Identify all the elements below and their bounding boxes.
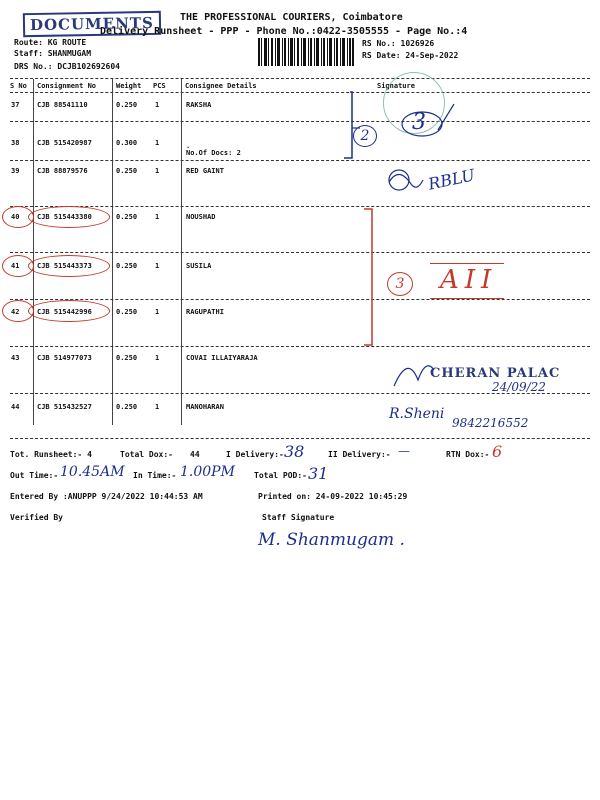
red-circle-mark: [28, 255, 110, 277]
route-text: Route: KG ROUTE: [14, 38, 87, 47]
row-consignment: CJB 515432527: [37, 403, 92, 411]
col-pcs: PCS: [153, 82, 166, 90]
row-divider: [10, 121, 590, 122]
in-time-value: 1.00PM: [180, 464, 235, 480]
col-signature: Signature: [377, 82, 415, 90]
col-consignment: Consignment No: [37, 82, 97, 90]
underline-mark: [430, 298, 504, 299]
row-docs-count: No.Of Docs: 2: [186, 149, 241, 157]
handwritten-count: 2: [353, 125, 377, 147]
row-divider: [10, 252, 590, 253]
row-sno: 41: [11, 262, 20, 270]
stamp-impression: CHERAN PALAC: [430, 366, 561, 381]
row-sno: 42: [11, 308, 20, 316]
row-weight: 0.250: [116, 403, 138, 411]
total-dox-value: 44: [190, 450, 200, 459]
rtn-dox-label: RTN Dox:-: [446, 450, 490, 459]
in-time-label: In Time:-: [133, 471, 177, 480]
row-consignment: CJB 515443373: [37, 262, 92, 270]
staff-text: Staff: SHANMUGAM: [14, 49, 92, 58]
handwritten-phone: 9842216552: [452, 416, 529, 430]
handwritten-count: 3: [387, 272, 413, 296]
row-pcs: 1: [155, 139, 160, 147]
verified-by-label: Verified By: [10, 513, 63, 522]
i-delivery-value: 38: [284, 442, 305, 461]
red-circle-mark: [28, 206, 110, 228]
row-weight: 0.300: [116, 139, 138, 147]
signature-scribble: [398, 100, 458, 140]
red-circle-mark: [28, 300, 110, 322]
col-sno: S No: [10, 82, 27, 90]
row-sno: 43: [11, 354, 20, 362]
row-consignment: CJB 515443380: [37, 213, 92, 221]
handwritten-signature: RBLU: [426, 165, 477, 194]
row-consignee: SUSILA: [186, 262, 212, 270]
row-divider: [10, 299, 590, 300]
row-sno: 39: [11, 167, 20, 175]
row-consignee: MANOHARAN: [186, 403, 224, 411]
col-consignee: Consignee Details: [185, 82, 257, 90]
row-sno: 37: [11, 101, 20, 109]
row-consignee: RED GAINT: [186, 167, 224, 175]
row-pcs: 1: [155, 167, 160, 175]
row-consignee: NOUSHAD: [186, 213, 216, 221]
total-dox-label: Total Dox:-: [120, 450, 173, 459]
total-pod-value: 31: [308, 464, 329, 483]
row-sno: 38: [11, 139, 20, 147]
handwritten-date: 24/09/22: [492, 380, 546, 394]
handwritten-mark: 3: [412, 110, 426, 135]
company-name: THE PROFESSIONAL COURIERS, Coimbatore: [180, 12, 403, 23]
row-sno: 40: [11, 213, 20, 221]
rtn-dox-value: 6: [492, 442, 503, 461]
row-consignment: CJB 88541110: [37, 101, 88, 109]
row-weight: 0.250: [116, 167, 138, 175]
row-consignee: RAKSHA: [186, 101, 212, 109]
row-weight: 0.250: [116, 101, 138, 109]
row-consignee: RAGUPATHI: [186, 308, 224, 316]
row-pcs: 1: [155, 354, 160, 362]
bracket-mark: [360, 205, 390, 355]
total-pod-label: Total POD:-: [254, 471, 307, 480]
row-divider: [10, 206, 590, 207]
row-weight: 0.250: [116, 213, 138, 221]
row-consignment: CJB 515442996: [37, 308, 92, 316]
row-weight: 0.250: [116, 354, 138, 362]
ii-delivery-value: —: [398, 444, 410, 458]
header-rule-bottom: [10, 92, 590, 93]
row-pcs: 1: [155, 308, 160, 316]
row-consignment: CJB 514977073: [37, 354, 92, 362]
row-consignment: CJB 88879576: [37, 167, 88, 175]
signature-scribble: [385, 162, 425, 198]
row-divider: [10, 160, 590, 161]
documents-stamp: DOCUMENTS: [23, 11, 161, 37]
out-time-label: Out Time:-: [10, 471, 59, 480]
i-delivery-label: I Delivery:-: [226, 450, 284, 459]
row-consignee: COVAI ILLAIYARAJA: [186, 354, 258, 362]
row-divider: [10, 438, 590, 439]
col-weight: Weight: [116, 82, 142, 90]
tot-runsheet: Tot. Runsheet:- 4: [10, 450, 92, 459]
printed-on: Printed on: 24-09-2022 10:45:29: [258, 492, 408, 501]
barcode-image: [258, 38, 354, 66]
row-sno: 44: [11, 403, 20, 411]
staff-signature: M. Shanmugam .: [258, 530, 405, 550]
row-pcs: 1: [155, 213, 160, 221]
handwritten-signature: R.Sheni: [389, 406, 445, 422]
rs-date: RS Date: 24-Sep-2022: [362, 51, 459, 60]
entered-by: Entered By :ANUPPP 9/24/2022 10:44:53 AM: [10, 492, 203, 501]
row-divider: [10, 346, 590, 347]
underline-mark: [430, 263, 504, 264]
runsheet-subtitle: Delivery Runsheet - PPP - Phone No.:0422-3505555 - Page No.:4: [100, 26, 468, 37]
out-time-value: 10.45AM: [60, 464, 125, 480]
drs-number: DRS No.: DCJB102692604: [14, 62, 120, 71]
handwritten-signature: AII: [440, 265, 498, 295]
header-rule-top: [10, 78, 590, 79]
row-consignee-dot: .: [186, 142, 191, 150]
row-pcs: 1: [155, 262, 160, 270]
row-pcs: 1: [155, 101, 160, 109]
ii-delivery-label: II Delivery:-: [328, 450, 391, 459]
row-weight: 0.250: [116, 308, 138, 316]
row-weight: 0.250: [116, 262, 138, 270]
row-pcs: 1: [155, 403, 160, 411]
staff-signature-label: Staff Signature: [262, 513, 335, 522]
row-consignment: CJB 515420987: [37, 139, 92, 147]
rs-number: RS No.: 1026926: [362, 39, 435, 48]
